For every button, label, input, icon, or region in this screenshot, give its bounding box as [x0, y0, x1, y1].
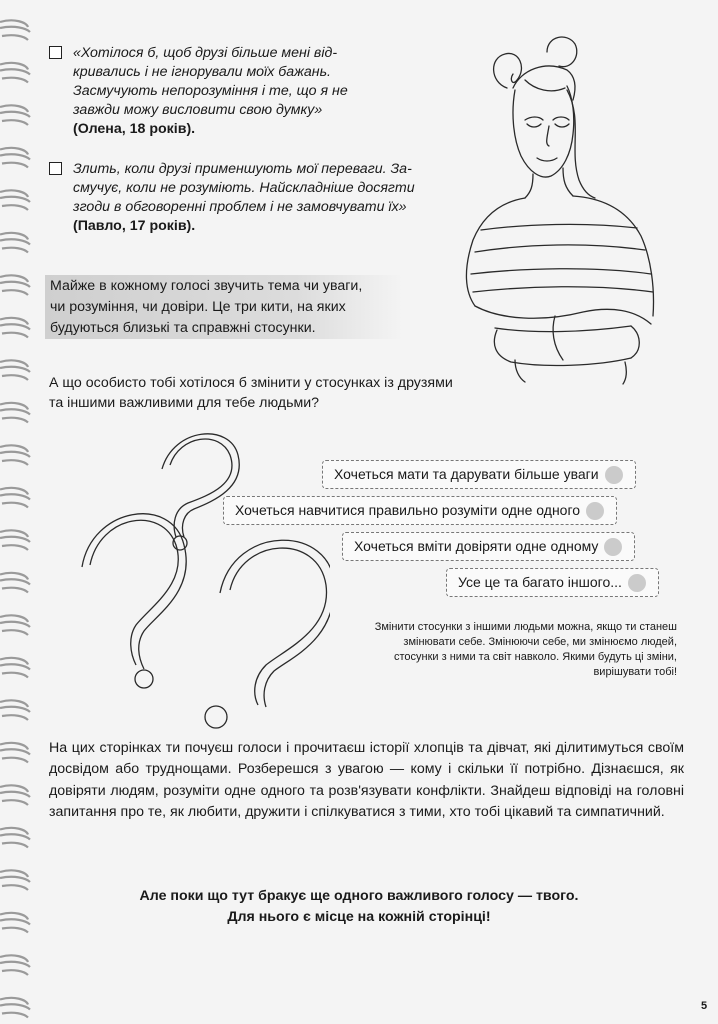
option-understanding[interactable] [223, 496, 617, 525]
spiral-ring [0, 785, 30, 805]
quote-text: Злить, коли друзі применшують мої переваги. Засмучує, коли не розуміють. Найскладніше досягти згоди в обговоренні проблем і не замовчувати їх» [73, 161, 415, 215]
reflection-question: А що особисто тобі хотілося б змінити у стосунках із друзями та іншими важливими для тебе людьми? [49, 375, 453, 411]
spiral-ring [0, 828, 30, 848]
highlight-line: Майже в кожному голосі звучить тема чи уваги, [50, 278, 363, 294]
highlight-line: чи розуміння, чи довіри. Це три кити, на яких [50, 299, 346, 315]
spiral-ring [0, 190, 30, 210]
page-number: 5 [701, 1000, 708, 1012]
quote-author: (Павло, 17 років). [73, 218, 196, 234]
spiral-ring [0, 20, 30, 40]
option-label: Хочеться навчитися правильно розуміти одне одного [235, 502, 581, 518]
checkbox[interactable] [49, 162, 62, 175]
radio-circle[interactable] [604, 538, 622, 556]
spiral-ring [0, 360, 30, 380]
spiral-ring [0, 615, 30, 635]
spiral-ring [0, 275, 30, 295]
quote-author: (Олена, 18 років). [73, 121, 196, 137]
highlight-line: будуються близькі та справжні стосунки. [50, 320, 316, 336]
closing-line: Але поки що тут бракує ще одного важливого голосу — твого. [139, 888, 579, 904]
spiral-ring [0, 658, 30, 678]
spiral-ring [0, 955, 30, 975]
checkbox[interactable] [49, 46, 62, 59]
highlighted-statement [45, 275, 403, 339]
radio-circle[interactable] [628, 574, 646, 592]
option-label: Хочеться вміти довіряти одне одному [354, 538, 599, 554]
spiral-ring [0, 318, 30, 338]
spiral-ring [0, 148, 30, 168]
spiral-ring [0, 700, 30, 720]
spiral-ring [0, 743, 30, 763]
spiral-ring [0, 63, 30, 83]
spiral-ring [0, 573, 30, 593]
spiral-ring [0, 445, 30, 465]
girl-line-illustration [455, 30, 685, 385]
option-label: Усе це та багато іншого... [458, 574, 622, 590]
spiral-ring [0, 105, 30, 125]
quote-pavlo [49, 160, 449, 240]
side-note: Змінити стосунки з іншими людьми можна, якщо ти станеш змінювати себе. Змінюючи себе, ми змінюємо людей, стосунки з ними та світ навколо. Якими будуть ці зміни, вирішувати тобі! [374, 621, 677, 678]
spiral-ring [0, 233, 30, 253]
radio-circle[interactable] [605, 466, 623, 484]
option-attention[interactable] [322, 460, 636, 489]
spiral-binding [0, 0, 40, 1024]
intro-paragraph: На цих сторінках ти почуєш голоси і прочитаєш історії хлопців та дівчат, які ділитимуться своїм досвідом або труднощами. Розберешся з увагою — кому і скільки її потрібно. Дізнаєшся, як довіряти людям, розуміти одне одного та розв'язувати конфлікти. Знайдеш відповіді на головні запитання про те, як любити, дружити і спілкуватися з тими, хто тобі цікавий та симпатичний. [49, 740, 684, 820]
option-trust[interactable] [342, 532, 635, 561]
spiral-ring [0, 488, 30, 508]
question-marks-illustration [70, 425, 330, 740]
closing-line: Для нього є місце на кожній сторінці! [227, 909, 491, 925]
radio-circle[interactable] [586, 502, 604, 520]
option-all[interactable] [446, 568, 659, 597]
spiral-ring [0, 998, 30, 1018]
spiral-ring [0, 530, 30, 550]
quote-text: «Хотілося б, щоб друзі більше мені відкривались і не ігнорували моїх бажань. Засмучують непорозуміння і те, що я не завжди можу висловити свою думку» [73, 45, 348, 118]
option-label: Хочеться мати та дарувати більше уваги [334, 466, 599, 482]
quote-olena [49, 44, 369, 140]
spiral-ring [0, 403, 30, 423]
